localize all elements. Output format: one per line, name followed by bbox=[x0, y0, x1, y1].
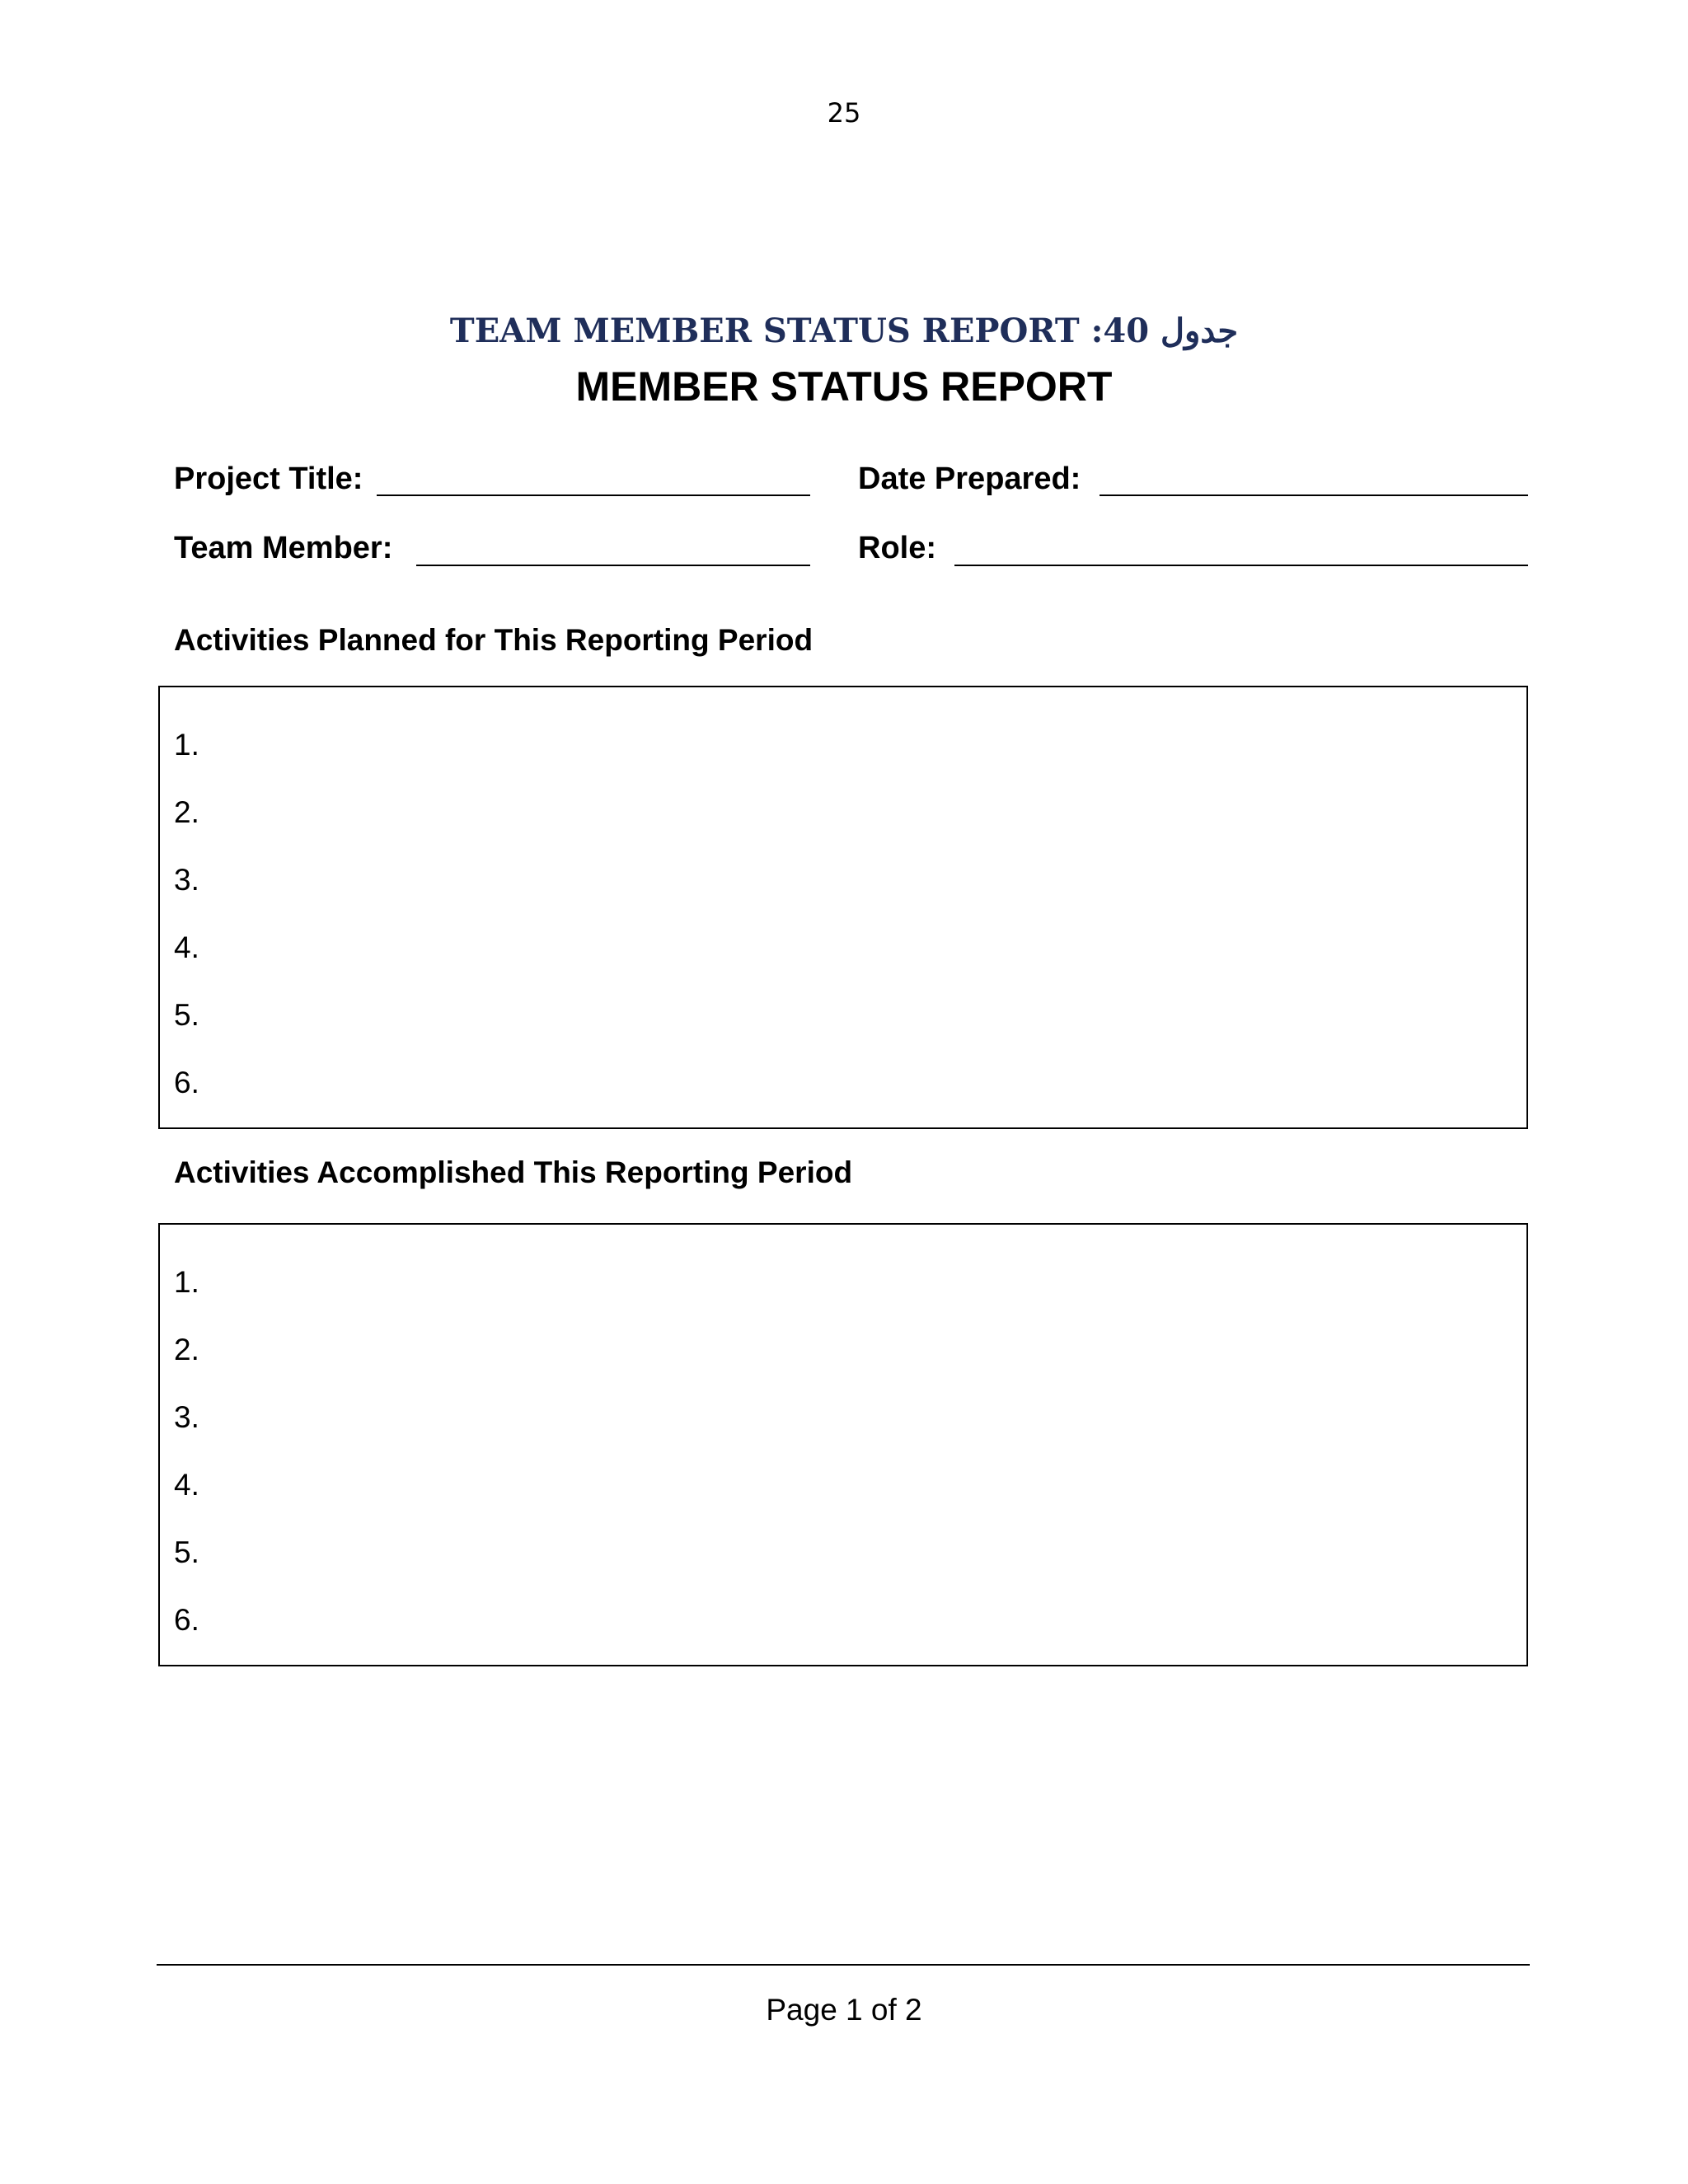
page-title: MEMBER STATUS REPORT bbox=[575, 363, 1113, 410]
team-member-field[interactable] bbox=[416, 565, 810, 566]
list-item: 3. bbox=[174, 863, 199, 897]
role-label: Role: bbox=[858, 531, 936, 565]
project-title-label: Project Title: bbox=[174, 462, 363, 496]
table-caption bbox=[0, 312, 1688, 350]
planned-activities-box[interactable] bbox=[158, 686, 1528, 1129]
accomplished-activities-heading: Activities Accomplished This Reporting Period bbox=[174, 1155, 853, 1189]
list-item: 5. bbox=[174, 1535, 199, 1569]
project-title-field[interactable] bbox=[377, 494, 810, 496]
list-item: 1. bbox=[174, 1265, 199, 1299]
role-field[interactable] bbox=[954, 565, 1528, 566]
table-caption-text: جدول 40: TEAM MEMBER STATUS REPORT bbox=[449, 312, 1239, 350]
page-number-top: 25 bbox=[827, 97, 861, 129]
list-item: 1. bbox=[174, 728, 199, 762]
footer-page-label: Page 1 of 2 bbox=[766, 1993, 922, 2027]
date-prepared-label: Date Prepared: bbox=[858, 462, 1081, 496]
list-item: 4. bbox=[174, 930, 199, 964]
date-prepared-field[interactable] bbox=[1100, 494, 1528, 496]
list-item: 2. bbox=[174, 795, 199, 829]
list-item: 5. bbox=[174, 998, 199, 1032]
footer-divider bbox=[157, 1964, 1530, 1966]
list-item: 6. bbox=[174, 1066, 199, 1099]
list-item: 4. bbox=[174, 1468, 199, 1502]
accomplished-activities-box[interactable] bbox=[158, 1223, 1528, 1666]
list-item: 6. bbox=[174, 1603, 199, 1637]
planned-activities-heading: Activities Planned for This Reporting Period bbox=[174, 623, 814, 657]
list-item: 3. bbox=[174, 1400, 199, 1434]
list-item: 2. bbox=[174, 1333, 199, 1366]
team-member-label: Team Member: bbox=[174, 531, 393, 565]
